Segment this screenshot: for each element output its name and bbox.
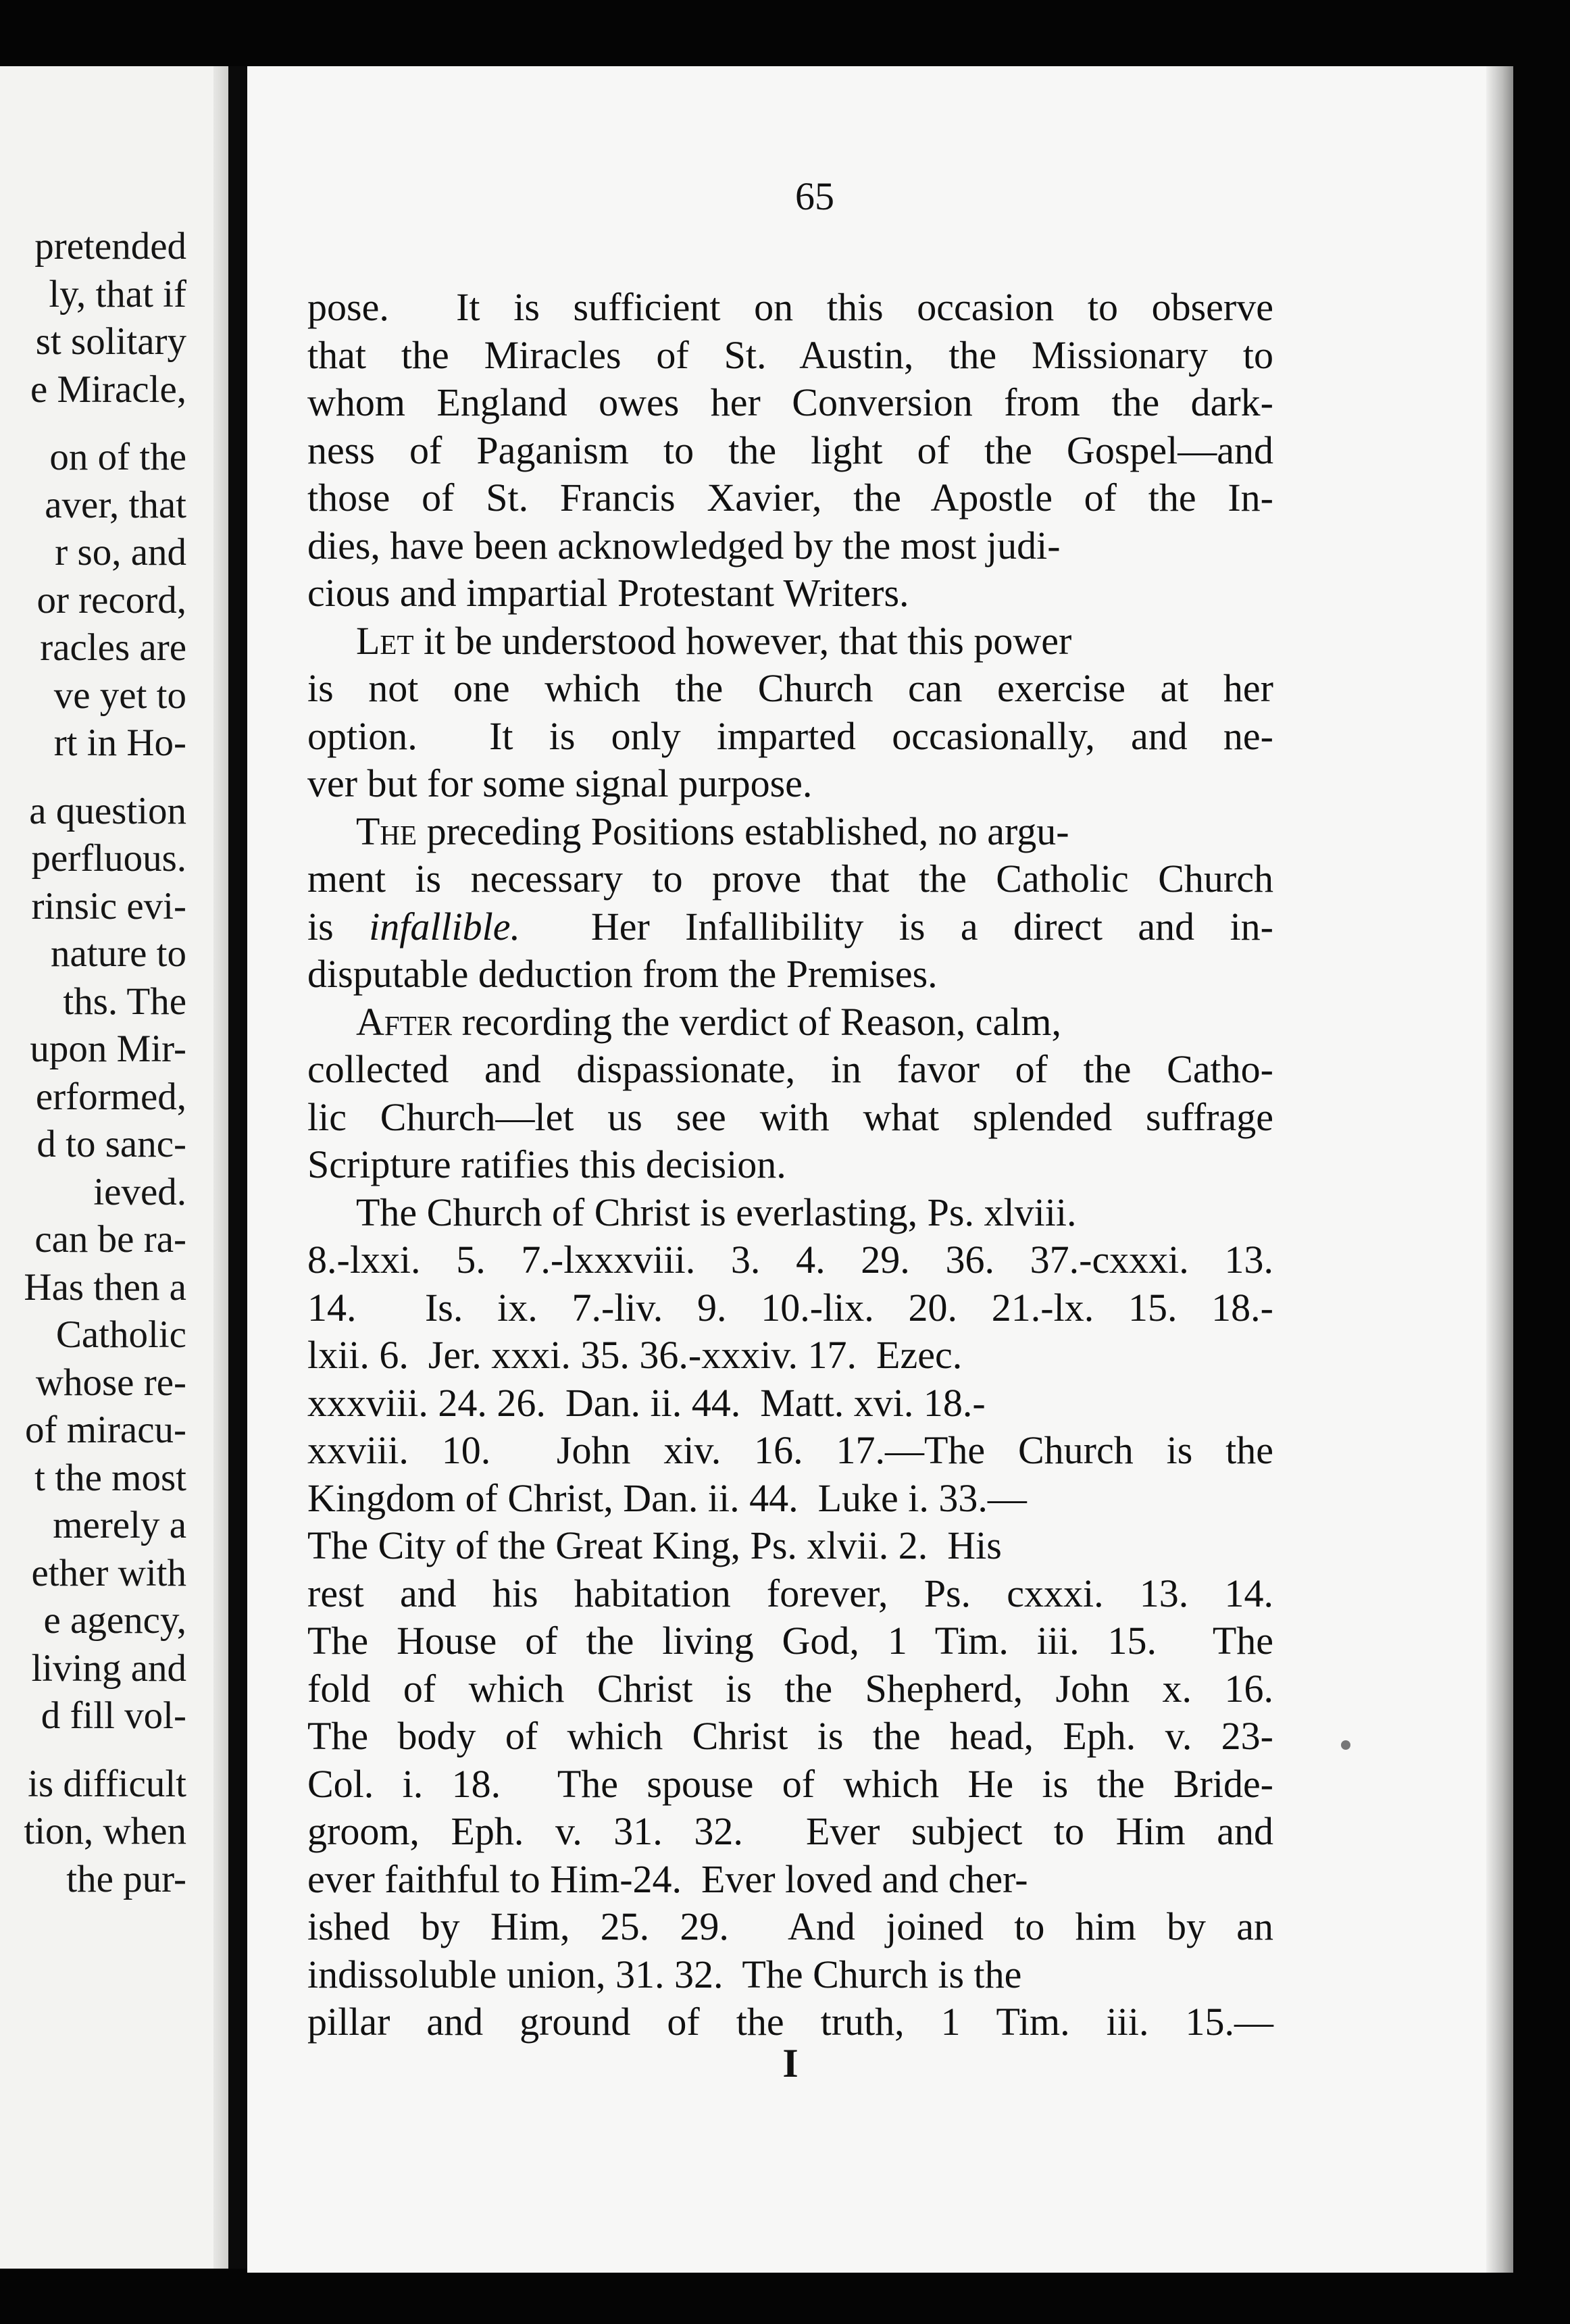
- left-page-line: can be ra-: [34, 1218, 186, 1261]
- text-fragment: pose. It is sufficient on this occasion to observe: [307, 285, 1273, 329]
- left-page-line: merely a: [53, 1504, 186, 1546]
- left-page-line: ths. The: [63, 980, 186, 1023]
- text-fragment: groom, Eph. v. 31. 32. Ever subject to Him and: [307, 1809, 1273, 1853]
- text-fragment: The House of the living God, 1 Tim. iii. 15. The: [307, 1619, 1273, 1663]
- signature-mark: I: [782, 2041, 799, 2086]
- text-line: [307, 1046, 1273, 1094]
- text-line: [307, 1713, 1273, 1761]
- text-fragment: recording the verdict of Reason, calm,: [452, 999, 1062, 1044]
- text-line: [307, 1427, 1273, 1475]
- text-fragment: collected and dispassionate, in favor of the Catho-: [307, 1047, 1273, 1091]
- line-lead: [307, 903, 1273, 951]
- left-page-line: Catholic: [55, 1313, 186, 1356]
- left-page-line: e Miracle,: [30, 368, 186, 411]
- text-line: [307, 1617, 1273, 1665]
- left-page-line: ether with: [31, 1551, 186, 1594]
- left-page-line: aver, that: [45, 483, 186, 526]
- text-line: [307, 1094, 1273, 1142]
- text-fragment: whom England owes her Conversion from the dark-: [307, 380, 1273, 424]
- text-fragment: lic Church—let us see with what splended suffrage: [307, 1094, 1273, 1139]
- text-line: [307, 379, 1273, 427]
- text-fragment: dies, have been acknowledged by the most judi-: [307, 523, 1061, 567]
- text-fragment: indissoluble union, 31. 32. The Church is the: [307, 1952, 1022, 1996]
- text-fragment: lxii. 6. Jer. xxxi. 35. 36.-xxxiv. 17. Ezec.: [307, 1333, 963, 1377]
- text-line: [307, 665, 1273, 713]
- text-fragment: Kingdom of Christ, Dan. ii. 44. Luke i. 33.—: [307, 1475, 1027, 1520]
- line-lead: [356, 617, 1071, 665]
- paragraph-lead-word: After: [356, 999, 453, 1044]
- text-fragment: ness of Paganism to the light of the Gospel—and: [307, 428, 1273, 472]
- text-fragment: 14. Is. ix. 7.-liv. 9. 10.-lix. 20. 21.-lx. 15. 18.-: [307, 1285, 1273, 1330]
- text-fragment: is: [307, 904, 370, 949]
- text-line: [307, 1951, 1273, 1999]
- text-line: [307, 713, 1273, 761]
- text-line: [307, 903, 1273, 951]
- left-page-line: upon Mir-: [30, 1028, 186, 1070]
- text-line: [307, 522, 1273, 570]
- left-page-line: rinsic evi-: [31, 884, 186, 928]
- text-line: [307, 1522, 1273, 1570]
- text-line: [307, 570, 1273, 617]
- left-page-line: racles are: [40, 626, 186, 669]
- left-page-line: ly, that if: [49, 272, 186, 315]
- text-fragment: pillar and ground of the truth, 1 Tim. iii. 15.—: [307, 2000, 1273, 2044]
- text-fragment: option. It is only imparted occasionally, and ne-: [307, 713, 1273, 758]
- text-fragment: Col. i. 18. The spouse of which He is the Bride-: [307, 1761, 1273, 1806]
- text-fragment: ished by Him, 25. 29. And joined to him by an: [307, 1904, 1273, 1948]
- text-line: [307, 617, 1273, 665]
- body-text: [307, 284, 1273, 2046]
- text-fragment: Her Infallibility is a direct and in-: [520, 904, 1273, 949]
- text-fragment: ment is necessary to prove that the Catholic Church: [307, 857, 1273, 901]
- text-line: [307, 808, 1273, 856]
- text-line: [307, 1808, 1273, 1856]
- left-page-line: Has then a: [24, 1265, 186, 1309]
- text-fragment: The body of which Christ is the head, Eph. v. 23-: [307, 1714, 1273, 1758]
- text-line: [307, 284, 1273, 332]
- text-fragment: ever faithful to Him-24. Ever loved and cher-: [307, 1856, 1028, 1901]
- left-page-line: pretended: [34, 225, 186, 268]
- text-fragment: it be understood however, that this power: [413, 618, 1072, 663]
- text-line: [307, 1570, 1273, 1618]
- text-line: [307, 1284, 1273, 1332]
- text-line: [307, 1189, 1273, 1237]
- left-page-gutter-shadow: [213, 66, 228, 2269]
- left-page-line: t the most: [34, 1456, 186, 1499]
- left-page-line: perfluous.: [31, 837, 186, 880]
- left-page-line: e agency,: [43, 1599, 186, 1642]
- text-fragment: is not one which the Church can exercise at her: [307, 666, 1273, 710]
- text-line: [307, 951, 1273, 999]
- left-page-line: ve yet to: [53, 674, 186, 717]
- text-line: [307, 760, 1273, 808]
- text-fragment: 8.-lxxi. 5. 7.-lxxxviii. 3. 4. 29. 36. 37.-cxxxi. 13.: [307, 1238, 1273, 1282]
- text-fragment: those of St. Francis Xavier, the Apostle of the In-: [307, 476, 1273, 520]
- left-page-line: is difficult: [28, 1762, 186, 1805]
- text-line: [307, 427, 1273, 475]
- text-line: [307, 1332, 1273, 1380]
- left-page-line: the pur-: [66, 1857, 186, 1900]
- left-page-line: d fill vol-: [41, 1694, 186, 1737]
- text-line: [307, 1141, 1273, 1189]
- text-fragment: disputable deduction from the Premises.: [307, 952, 938, 996]
- paragraph-lead-word: The: [356, 809, 417, 853]
- page-number: 65: [795, 174, 834, 218]
- text-fragment: rest and his habitation forever, Ps. cxxxi. 13. 14.: [307, 1571, 1273, 1615]
- text-fragment: fold of which Christ is the Shepherd, John x. 16.: [307, 1666, 1273, 1711]
- text-fragment: Scripture ratifies this decision.: [307, 1142, 786, 1186]
- page-edge-shadow: [1486, 66, 1513, 2273]
- left-page-line: on of the: [49, 436, 186, 478]
- left-page-line: st solitary: [35, 320, 186, 363]
- text-line: [307, 474, 1273, 522]
- text-fragment: that the Miracles of St. Austin, the Missionary to: [307, 332, 1273, 377]
- left-page-line: or record,: [36, 578, 186, 622]
- text-fragment: The City of the Great King, Ps. xlvii. 2. His: [307, 1523, 1002, 1567]
- paragraph-lead-word: Let: [356, 618, 414, 663]
- text-line: [307, 1380, 1273, 1428]
- text-fragment: ver but for some signal purpose.: [307, 761, 813, 805]
- text-fragment: cious and impartial Protestant Writers.: [307, 571, 909, 615]
- left-page-line: tion, when: [24, 1810, 186, 1852]
- text-line: [307, 332, 1273, 380]
- line-lead: [356, 808, 1069, 856]
- text-line: [307, 1998, 1273, 2046]
- text-line: [307, 1856, 1273, 1904]
- left-page-line: r so, and: [55, 531, 186, 574]
- left-page-line: erformed,: [35, 1075, 186, 1118]
- text-line: [307, 1761, 1273, 1809]
- italic-emphasis: infallible.: [369, 904, 521, 949]
- left-page-line: living and: [31, 1646, 186, 1690]
- left-page-line: whose re-: [35, 1361, 186, 1404]
- text-line: [307, 999, 1273, 1046]
- text-fragment: xxviii. 10. John xiv. 16. 17.—The Church is the: [307, 1428, 1273, 1472]
- left-page-fragment: [0, 66, 228, 2269]
- text-fragment: preceding Positions established, no argu-: [417, 809, 1069, 853]
- text-line: [307, 1903, 1273, 1951]
- text-line: [307, 1665, 1273, 1713]
- text-line: [307, 1475, 1273, 1523]
- left-page-line: a question: [29, 789, 186, 832]
- text-fragment: The Church of Christ is everlasting, Ps. xlviii.: [356, 1190, 1077, 1234]
- left-page-line: d to sanc-: [36, 1123, 186, 1165]
- left-page-line: nature to: [50, 932, 186, 975]
- text-line: [307, 855, 1273, 903]
- line-lead: [356, 999, 1061, 1046]
- left-page-line: ieved.: [93, 1170, 186, 1213]
- paper-speck: [1341, 1740, 1350, 1750]
- left-page-line: rt in Ho-: [53, 722, 186, 764]
- left-page-line: of miracu-: [25, 1409, 186, 1451]
- text-line: [307, 1236, 1273, 1284]
- text-fragment: xxxviii. 24. 26. Dan. ii. 44. Matt. xvi. 18.-: [307, 1380, 986, 1425]
- book-spine-shadow: [228, 66, 247, 2269]
